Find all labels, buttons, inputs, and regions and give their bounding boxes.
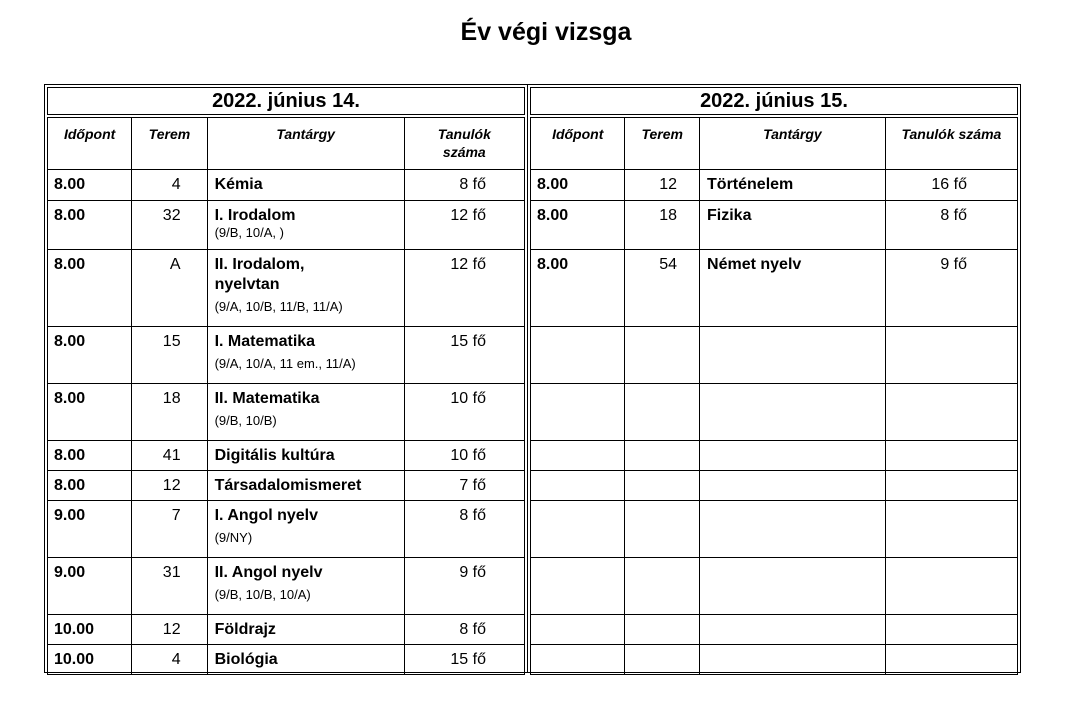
- empty-cell: [885, 558, 1017, 615]
- exam-subject-cell: [207, 201, 404, 250]
- student-count: 10 fő: [404, 384, 524, 441]
- empty-cell: [531, 501, 625, 558]
- exam-subject-cell: [207, 327, 404, 384]
- student-count: 9 fő: [885, 250, 1017, 327]
- class-groups-note: (9/NY): [214, 530, 253, 545]
- student-count: 7 fő: [404, 471, 524, 501]
- table-row: [531, 170, 1018, 201]
- exam-room: 12: [132, 471, 207, 501]
- exam-subject: Földrajz: [214, 621, 276, 638]
- col-header-time: Időpont: [531, 118, 625, 170]
- empty-cell: [625, 558, 700, 615]
- table-row: [531, 501, 1018, 558]
- table-row: [531, 471, 1018, 501]
- exam-subject: Társadalomismeret: [214, 477, 362, 494]
- empty-cell: [625, 441, 700, 471]
- exam-subject-cell: [207, 615, 404, 645]
- table-row: [48, 327, 525, 384]
- exam-room: A: [132, 250, 207, 327]
- exam-time: 8.00: [48, 250, 132, 327]
- exam-subject-cell: [207, 645, 404, 675]
- exam-subject: I. Matematika: [214, 333, 316, 350]
- empty-cell: [700, 615, 886, 645]
- exam-subject: II. Irodalom, nyelvtan: [214, 256, 305, 293]
- exam-room: 54: [625, 250, 700, 327]
- exam-room: 12: [625, 170, 700, 201]
- exam-subject: I. Irodalom: [214, 207, 296, 224]
- exam-subject: Digitális kultúra: [214, 447, 335, 464]
- table-row: [531, 384, 1018, 441]
- exam-room: 18: [132, 384, 207, 441]
- exam-time: 8.00: [48, 384, 132, 441]
- empty-cell: [625, 327, 700, 384]
- table-row: [48, 558, 525, 615]
- empty-cell: [885, 441, 1017, 471]
- table-row: [48, 501, 525, 558]
- exam-time: 10.00: [48, 615, 132, 645]
- empty-cell: [885, 384, 1017, 441]
- exam-room: 15: [132, 327, 207, 384]
- class-groups-note: (9/A, 10/A, 11 em., 11/A): [214, 356, 356, 371]
- class-groups-note: (9/B, 10/B): [214, 413, 277, 428]
- student-count: 8 fő: [885, 201, 1017, 250]
- empty-cell: [531, 645, 625, 675]
- student-count: 8 fő: [404, 615, 524, 645]
- exam-subject-cell: [207, 170, 404, 201]
- exam-room: 4: [132, 645, 207, 675]
- exam-time: 8.00: [48, 441, 132, 471]
- exam-schedule-table: [530, 117, 1018, 675]
- table-row: [531, 558, 1018, 615]
- exam-room: 12: [132, 615, 207, 645]
- empty-cell: [700, 384, 886, 441]
- exam-subject: Fizika: [707, 207, 752, 224]
- col-header-count: Tanulók száma: [885, 118, 1017, 170]
- table-row: [48, 615, 525, 645]
- exam-subject: Biológia: [214, 651, 278, 668]
- exam-time: 9.00: [48, 501, 132, 558]
- student-count: 16 fő: [885, 170, 1017, 201]
- empty-cell: [531, 441, 625, 471]
- empty-cell: [625, 501, 700, 558]
- table-row: [48, 645, 525, 675]
- exam-subject: Kémia: [214, 176, 263, 193]
- empty-cell: [531, 558, 625, 615]
- exam-room: 18: [625, 201, 700, 250]
- exam-time: 8.00: [48, 170, 132, 201]
- col-header-subject: Tantárgy: [207, 118, 404, 170]
- empty-cell: [885, 327, 1017, 384]
- exam-room: 31: [132, 558, 207, 615]
- col-header-subject: Tantárgy: [700, 118, 886, 170]
- exam-subject-cell: [700, 201, 886, 250]
- exam-schedule-table: [47, 117, 525, 675]
- exam-subject-cell: [207, 471, 404, 501]
- student-count: 12 fő: [404, 250, 524, 327]
- exam-subject-cell: [207, 501, 404, 558]
- student-count: 8 fő: [404, 501, 524, 558]
- exam-subject: Történelem: [707, 176, 794, 193]
- exam-subject-cell: [207, 250, 404, 327]
- empty-cell: [700, 327, 886, 384]
- col-header-time: Időpont: [48, 118, 132, 170]
- exam-time: 8.00: [531, 170, 625, 201]
- exam-subject-cell: [207, 384, 404, 441]
- exam-room: 32: [132, 201, 207, 250]
- col-header-room: Terem: [625, 118, 700, 170]
- class-groups-note: (9/A, 10/B, 11/B, 11/A): [214, 299, 343, 314]
- exam-room: 7: [132, 501, 207, 558]
- empty-cell: [885, 615, 1017, 645]
- exam-subject-cell: [700, 170, 886, 201]
- empty-cell: [531, 471, 625, 501]
- class-groups-note: (9/B, 10/B, 10/A): [214, 587, 311, 602]
- day-date-header: 2022. június 14.: [47, 87, 525, 115]
- day-date-header: 2022. június 15.: [530, 87, 1018, 115]
- exam-subject: II. Angol nyelv: [214, 564, 323, 581]
- table-row: [48, 170, 525, 201]
- col-header-count: Tanulók száma: [404, 118, 524, 170]
- exam-time: 10.00: [48, 645, 132, 675]
- student-count: 10 fő: [404, 441, 524, 471]
- table-row: [48, 441, 525, 471]
- day-table-june-14: [44, 84, 528, 673]
- table-row: [531, 615, 1018, 645]
- empty-cell: [625, 471, 700, 501]
- empty-cell: [625, 615, 700, 645]
- table-row: [531, 201, 1018, 250]
- empty-cell: [625, 384, 700, 441]
- student-count: 9 fő: [404, 558, 524, 615]
- exam-subject: Német nyelv: [707, 256, 802, 273]
- empty-cell: [700, 471, 886, 501]
- empty-cell: [625, 645, 700, 675]
- exam-subject-cell: [207, 558, 404, 615]
- table-row: [48, 471, 525, 501]
- table-row: [531, 645, 1018, 675]
- day-table-june-15: [527, 84, 1021, 673]
- student-count: 15 fő: [404, 645, 524, 675]
- table-row: [531, 441, 1018, 471]
- exam-time: 8.00: [48, 327, 132, 384]
- empty-cell: [531, 327, 625, 384]
- empty-cell: [700, 501, 886, 558]
- exam-subject: II. Matematika: [214, 390, 320, 407]
- exam-room: 4: [132, 170, 207, 201]
- page-title: Év végi vizsga: [460, 18, 632, 46]
- exam-time: 8.00: [531, 250, 625, 327]
- table-row: [48, 384, 525, 441]
- table-row: [531, 250, 1018, 327]
- col-header-room: Terem: [132, 118, 207, 170]
- student-count: 12 fő: [404, 201, 524, 250]
- student-count: 15 fő: [404, 327, 524, 384]
- empty-cell: [885, 471, 1017, 501]
- exam-time: 8.00: [48, 471, 132, 501]
- exam-time: 9.00: [48, 558, 132, 615]
- exam-subject-cell: [700, 250, 886, 327]
- empty-cell: [885, 645, 1017, 675]
- table-row: [48, 201, 525, 250]
- exam-time: 8.00: [48, 201, 132, 250]
- empty-cell: [700, 645, 886, 675]
- exam-room: 41: [132, 441, 207, 471]
- empty-cell: [531, 615, 625, 645]
- exam-time: 8.00: [531, 201, 625, 250]
- empty-cell: [700, 558, 886, 615]
- table-row: [48, 250, 525, 327]
- empty-cell: [885, 501, 1017, 558]
- empty-cell: [531, 384, 625, 441]
- exam-subject-cell: [207, 441, 404, 471]
- exam-subject: I. Angol nyelv: [214, 507, 319, 524]
- student-count: 8 fő: [404, 170, 524, 201]
- class-groups-note: (9/B, 10/A, ): [214, 225, 284, 240]
- empty-cell: [700, 441, 886, 471]
- table-row: [531, 327, 1018, 384]
